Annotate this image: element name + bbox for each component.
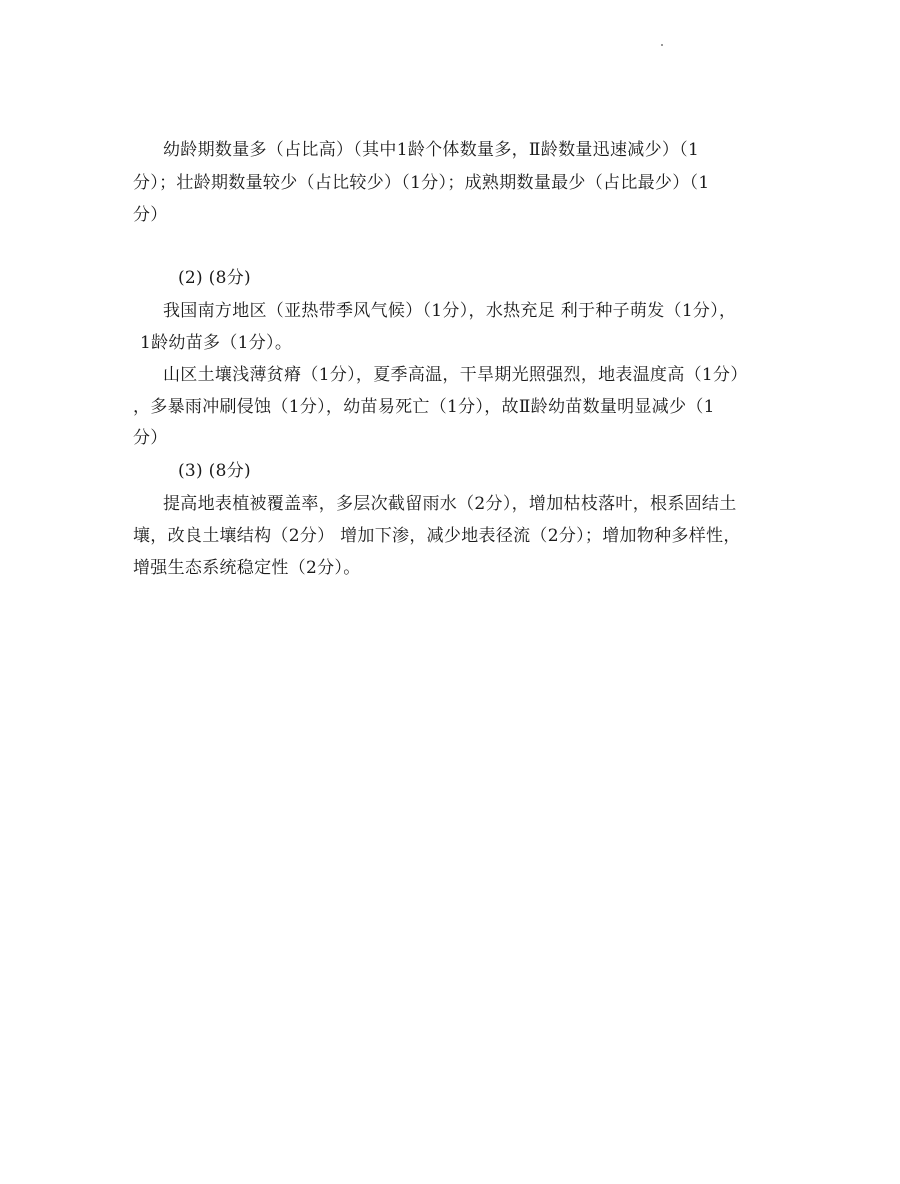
part1-line-2: 分）；壮龄期数量较少（占比较少）（1分）；成熟期数量最少（占比最少）（1 — [133, 173, 710, 193]
part1-line-3: 分） — [133, 205, 168, 225]
part3-line-2: 壤，改良土壤结构（2分） 增加下渗，减少地表径流（2分）；增加物种多样性， — [133, 526, 741, 546]
part2-line-4: ，多暴雨冲刷侵蚀（1分），幼苗易死亡（1分），故Ⅱ龄幼苗数量明显减少（1 — [133, 397, 715, 417]
part2-heading: (2) (8分) — [178, 268, 251, 288]
part3-heading: (3) (8分) — [178, 461, 251, 481]
part3-line-3: 增强生态系统稳定性（2分）。 — [133, 558, 361, 578]
scan-speck — [661, 44, 663, 46]
part3-line-1: 提高地表植被覆盖率，多层次截留雨水（2分），增加枯枝落叶，根系固结土 — [163, 494, 737, 514]
part1-line-1: 幼龄期数量多（占比高）（其中1龄个体数量多，Ⅱ龄数量迅速减少）（1 — [163, 140, 700, 160]
part2-line-5: 分） — [133, 428, 168, 448]
part2-line-1: 我国南方地区（亚热带季风气候）（1分），水热充足 利于种子萌发（1分）， — [163, 301, 737, 321]
part2-line-2: 1龄幼苗多（1分）。 — [140, 333, 293, 353]
part2-line-3: 山区土壤浅薄贫瘠（1分），夏季高温，干旱期光照强烈，地表温度高（1分） — [163, 365, 748, 385]
